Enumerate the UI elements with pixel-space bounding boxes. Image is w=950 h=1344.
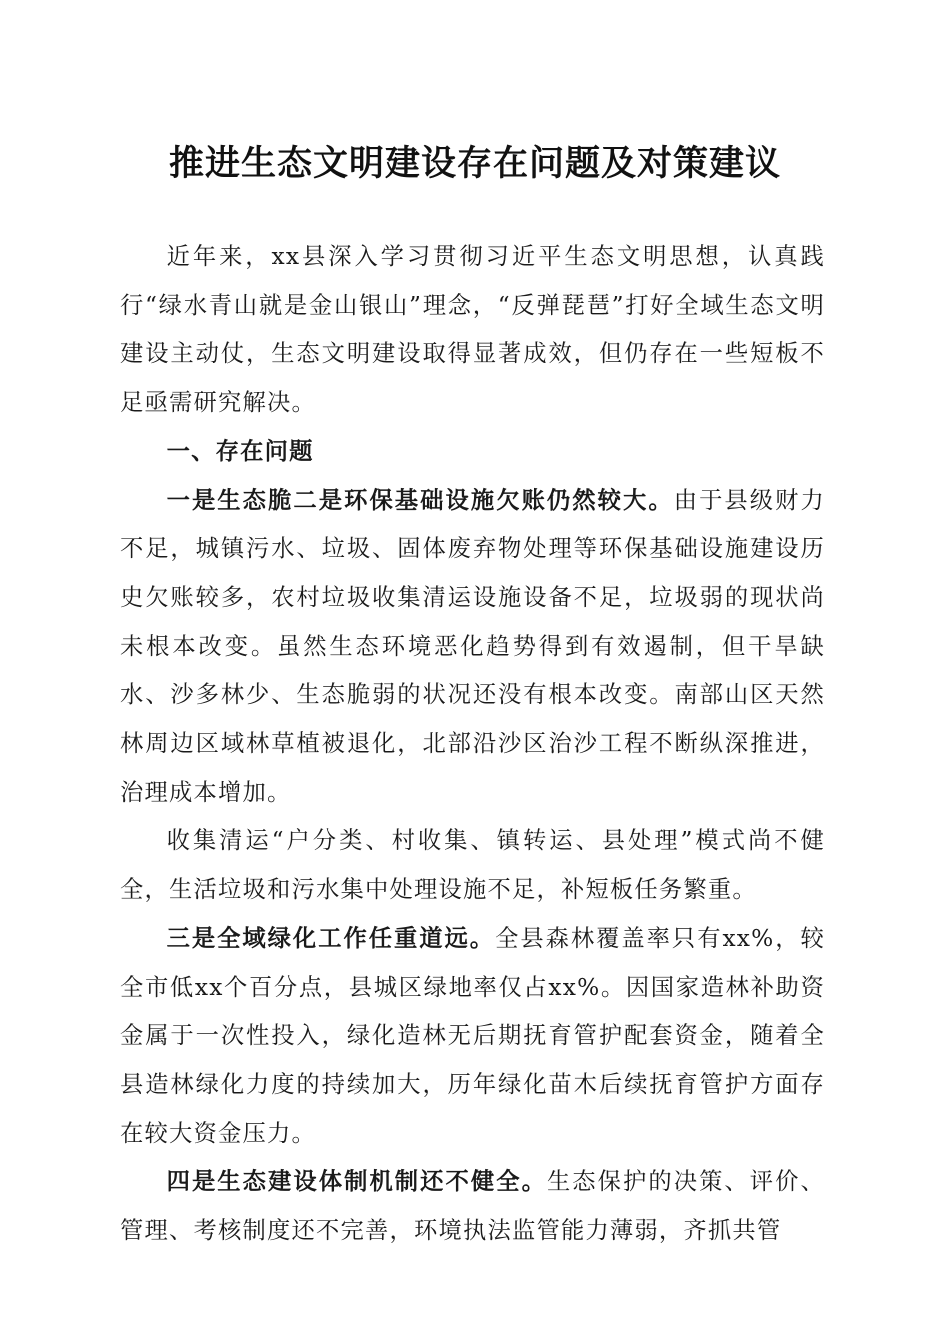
problem-paragraph-1	[120, 477, 825, 818]
section-heading: 一、存在问题	[166, 437, 314, 465]
problem-paragraph-2: 收集清运“户分类、村收集、镇转运、县处理”模式尚不健全，生活垃圾和污水集中处理设施不足，补短板任务繁重。	[120, 827, 825, 904]
problem-1-lead: 一是生态脆二是环保基础设施欠账仍然较大。	[166, 486, 674, 514]
intro-paragraph: 近年来，xx县深入学习贯彻习近平生态文明思想，认真践行“绿水青山就是金山银山”理念，“反弹琵琶”打好全域生态文明建设主动仗，生态文明建设取得显著成效，但仍存在一些短板不足亟需研究解决。	[120, 243, 825, 417]
problem-3-lead: 三是全域绿化工作任重道远。	[166, 924, 496, 952]
problem-4-body: 生态保护的决策、评价、管理、考核制度还不完善，环境执法监管能力薄弱，齐抓共管	[120, 1168, 825, 1245]
document-title: 推进生态文明建设存在问题及对策建议	[168, 143, 781, 184]
problem-3-body: 全县森林覆盖率只有xx%，较全市低xx个百分点，县城区绿地率仅占xx%。因国家造林补助资金属于一次性投入，绿化造林无后期抚育管护配套资金，随着全县造林绿化力度的持续加大，历年绿化苗木后续抚育管护方面存在较大资金压力。	[120, 924, 825, 1147]
problem-1-body: 由于县级财力不足，城镇污水、垃圾、固体废弃物处理等环保基础设施建设历史欠账较多，农村垃圾收集清运设施设备不足，垃圾弱的现状尚未根本改变。虽然生态环境恶化趋势得到有效遏制，但干旱缺水、沙多林少、生态脆弱的状况还没有根本改变。南部山区天然林周边区域林草植被退化，北部沿沙区治沙工程不断纵深推进，治理成本增加。	[120, 486, 825, 806]
problem-paragraph-3	[120, 915, 825, 1159]
problem-paragraph-4	[120, 1158, 825, 1255]
document-body	[120, 233, 825, 1256]
problem-4-lead: 四是生态建设体制机制还不健全。	[166, 1168, 547, 1196]
